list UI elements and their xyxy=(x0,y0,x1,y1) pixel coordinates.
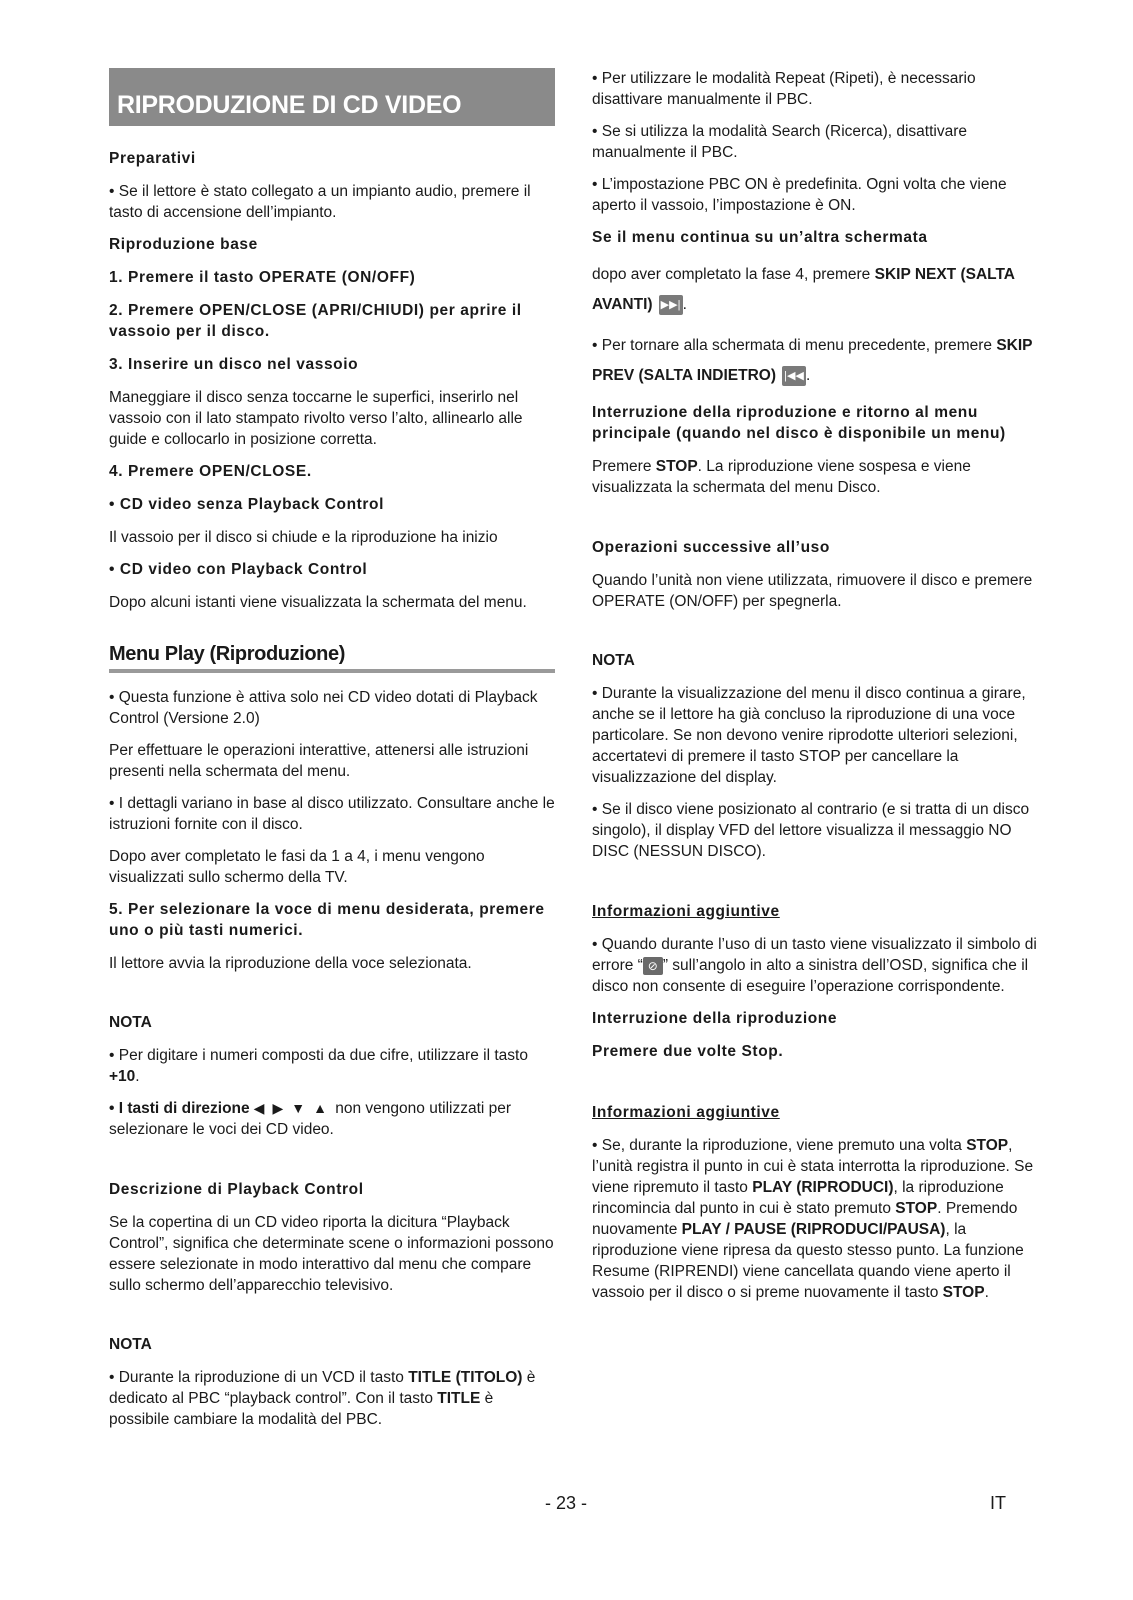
step-2: 2. Premere OPEN/CLOSE (APRI/CHIUDI) per aprire il vassoio per il disco. xyxy=(109,302,522,340)
left-column xyxy=(109,68,555,1441)
info-text-2: • Se, durante la riproduzione, viene premuto una volta STOP, l’unità registra il punto in cui è stata interrotta la riproduzione. Se viene ripremuto il tasto PLAY (RIPRODUCI), la riproduzione rincomincia dal punto in cui è stato premuto STOP. Premendo nuovamente PLAY / PAUSE (RIPRODUCI/PAUSA), la riproduzione viene ripresa da questo stesso punto. La funzione Resume (RIPRENDI) viene cancellata quando viene aperto il vassoio per il disco o si preme nuovamente il tasto STOP. xyxy=(592,1137,1034,1301)
step-5: 5. Per selezionare la voce di menu desiderata, premere uno o più tasti numerici. xyxy=(109,901,545,939)
arrow-right-icon: ▶ xyxy=(272,1100,284,1117)
nota-1-text-1: • Per digitare i numeri composti da due cifre, utilizzare il tasto +10. xyxy=(109,1047,528,1085)
base-heading: Riproduzione base xyxy=(109,236,258,253)
step-1: 1. Premere il tasto OPERATE (ON/OFF) xyxy=(109,269,416,286)
language-code: IT xyxy=(990,1493,1006,1513)
arrow-up-icon: ▲ xyxy=(313,1100,327,1117)
preparativi-heading: Preparativi xyxy=(109,150,196,167)
pbc-heading: • CD video con Playback Control xyxy=(109,561,368,578)
no-pbc-heading: • CD video senza Playback Control xyxy=(109,496,385,513)
right-text-1: • Per utilizzare le modalità Repeat (Ripeti), è necessario disattivare manualmente il PBC. xyxy=(592,70,976,108)
nota-1-text-2: • I tasti di direzione ◀ ▶ ▼ ▲ non vengono utilizzati per selezionare le voci dei CD video. xyxy=(109,1100,512,1139)
continue-text: dopo aver completato la fase 4, premere SKIP NEXT (SALTA AVANTI) ▶▶| . xyxy=(592,266,1015,313)
stop-heading: Interruzione della riproduzione e ritorno al menu principale (quando nel disco è disponibile un menu) xyxy=(592,404,1006,442)
after-use-text: Quando l’unità non viene utilizzata, rimuovere il disco e premere OPERATE (ON/OFF) per spegnerla. xyxy=(592,572,1033,610)
info-heading-2: Informazioni aggiuntive xyxy=(592,1104,780,1121)
menu-text-4: Dopo aver completato le fasi da 1 a 4, i menu vengono visualizzati sullo schermo della TV. xyxy=(109,848,485,886)
pbc-text: Dopo alcuni istanti viene visualizzata la schermata del menu. xyxy=(109,594,527,611)
stop-text: Premere STOP. La riproduzione viene sospesa e viene visualizzata la schermata del menu Disco. xyxy=(592,458,971,496)
nota-3-text-2: • Se il disco viene posizionato al contrario (e si tratta di un disco singolo), il display VFD del lettore visualizza il messaggio NO DISC (NESSUN DISCO). xyxy=(592,801,1030,860)
right-column xyxy=(592,68,1038,1314)
pbc-description-text: Se la copertina di un CD video riporta la dicitura “Playback Control”, significa che determinate scene o informazioni possono essere selezionate in modo interattivo dal menu che compare sullo schermo dell’apparecchio televisivo. xyxy=(109,1214,554,1295)
right-text-3: • L’impostazione PBC ON è predefinita. Ogni volta che viene aperto il vassoio, l’impostazione è ON. xyxy=(592,176,1007,214)
menu-play-heading: Menu Play (Riproduzione) xyxy=(109,641,555,673)
menu-text-3: • I dettagli variano in base al disco utilizzato. Consultare anche le istruzioni fornite con il disco. xyxy=(109,795,555,833)
page-title: RIPRODUZIONE DI CD VIDEO xyxy=(117,91,462,119)
step-5-text: Il lettore avvia la riproduzione della voce selezionata. xyxy=(109,955,472,972)
menu-text-2: Per effettuare le operazioni interattive, attenersi alle istruzioni presenti nella schermata del menu. xyxy=(109,742,529,780)
nota-3-text-1: • Durante la visualizzazione del menu il disco continua a girare, anche se il lettore ha già concluso la riproduzione di una voce particolare. Se non devono venire riprodotte ulteriori selezioni, accertatevi di premere il tasto STOP per cancellare la visualizzazione del display. xyxy=(592,685,1026,786)
arrow-left-icon: ◀ xyxy=(253,1100,265,1117)
arrow-down-icon: ▼ xyxy=(291,1100,306,1117)
continue-heading: Se il menu continua su un’altra schermata xyxy=(592,229,928,246)
no-pbc-text: Il vassoio per il disco si chiude e la riproduzione ha inizio xyxy=(109,529,498,546)
step-4: 4. Premere OPEN/CLOSE. xyxy=(109,463,312,480)
preparativi-text: • Se il lettore è stato collegato a un impianto audio, premere il tasto di accensione dell’impianto. xyxy=(109,183,531,221)
prev-text: • Per tornare alla schermata di menu precedente, premere SKIP PREV (SALTA INDIETRO) |◀◀ . xyxy=(592,337,1033,384)
nota-2-text: • Durante la riproduzione di un VCD il tasto TITLE (TITOLO) è dedicato al PBC “playback control”. Con il tasto TITLE è possibile cambiare la modalità del PBC. xyxy=(109,1369,536,1429)
error-symbol-icon: ⊘ xyxy=(643,957,663,975)
nota-heading-1: NOTA xyxy=(109,1014,152,1031)
after-use-heading: Operazioni successive all’uso xyxy=(592,539,830,556)
pbc-description-heading: Descrizione di Playback Control xyxy=(109,1181,364,1199)
step-3: 3. Inserire un disco nel vassoio xyxy=(109,356,359,373)
step-3-text: Maneggiare il disco senza toccarne le superfici, inserirlo nel vassoio con il lato stampato rivolto verso l’alto, allinearlo alle guide e collocarlo in posizione corretta. xyxy=(109,389,523,448)
info-heading-1: Informazioni aggiuntive xyxy=(592,903,780,920)
right-text-2: • Se si utilizza la modalità Search (Ricerca), disattivare manualmente il PBC. xyxy=(592,123,967,161)
title-banner xyxy=(109,68,555,126)
info-text-1: • Quando durante l’uso di un tasto viene visualizzato il simbolo di errore “ ⊘ ” sull’angolo in alto a sinistra dell’OSD, significa che il disco non consente di eseguire l’operazione corrispondente. xyxy=(592,936,1037,995)
skip-prev-icon: |◀◀ xyxy=(782,366,806,386)
interruption-heading: Interruzione della riproduzione xyxy=(592,1010,838,1027)
skip-next-icon: ▶▶| xyxy=(659,295,683,315)
nota-heading-3: NOTA xyxy=(592,652,635,669)
nota-heading-2: NOTA xyxy=(109,1336,152,1354)
page-number: - 23 - xyxy=(545,1493,588,1513)
interruption-text: Premere due volte Stop. xyxy=(592,1043,784,1060)
menu-text-1: • Questa funzione è attiva solo nei CD video dotati di Playback Control (Versione 2.0) xyxy=(109,689,538,727)
